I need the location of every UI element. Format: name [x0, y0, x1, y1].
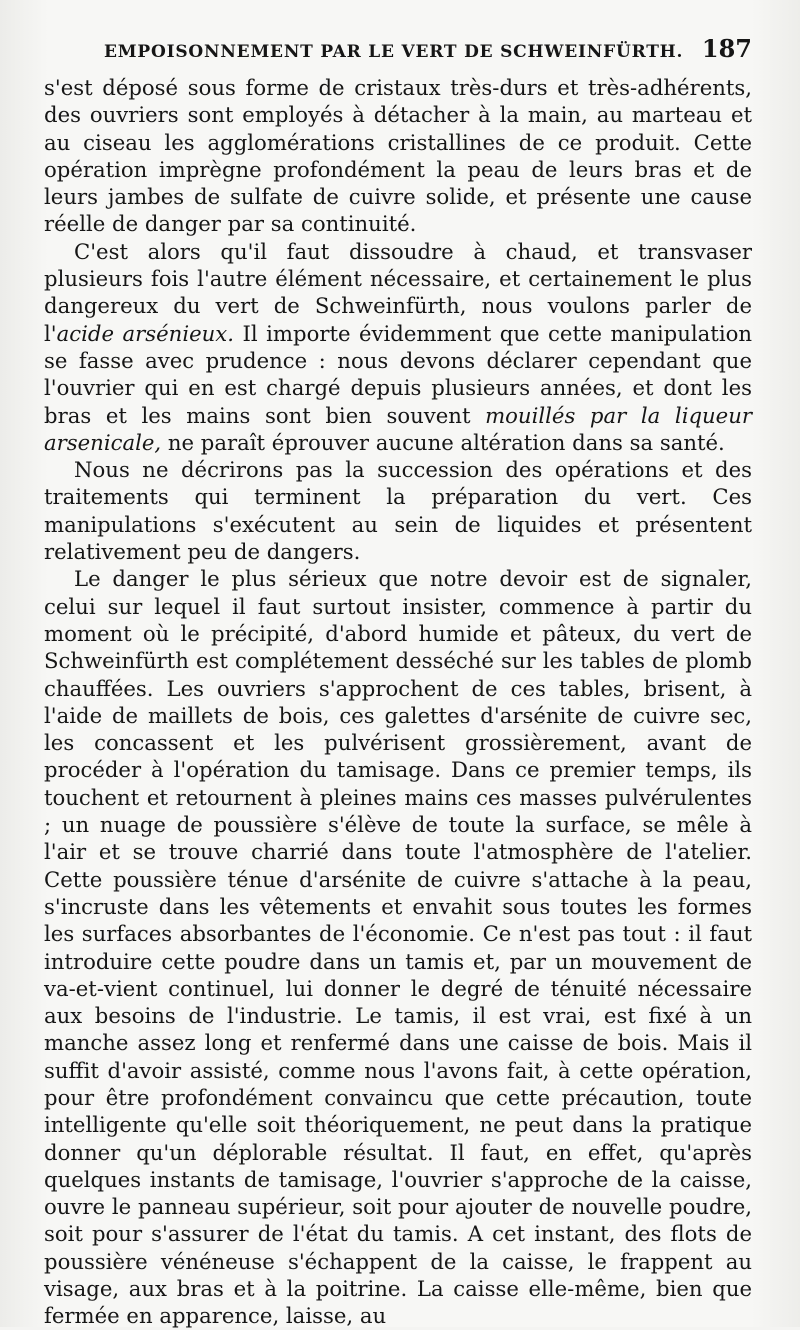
paragraph-1: s'est déposé sous forme de cristaux très-durs et très-adhérents, des ouvriers sont employés à détacher à la main, au marteau et au ciseau les agglomérations cristallines de ce produit. Cette opération imprègne profondément la peau de leurs bras et de leurs jambes de sulfate de cuivre solide, et présente une cause réelle de danger par sa continuité. — [44, 75, 752, 237]
page-number: 187 — [701, 34, 752, 63]
running-header — [104, 34, 752, 74]
paragraph-2-text-c: Il importe évidemment que cette manipulation se fasse avec prudence : nous devons déclarer cependant que l'ouvrier qui en est chargé depuis plusieurs années, et dont les bras et les mains sont bien souvent — [44, 320, 752, 428]
paragraph-2 — [44, 238, 752, 456]
paragraph-2-text-e: ne paraît éprouver aucune altération dans sa santé. — [161, 429, 725, 455]
body-text — [44, 74, 752, 1330]
paragraph-2-italic-phrase: mouillés par la liqueur arsenicale, — [44, 402, 752, 455]
paragraph-2-italic-term: acide arsénieux. — [56, 320, 234, 346]
paragraph-4: Le danger le plus sérieux que notre devoir est de signaler, celui sur lequel il faut surtout insister, commence à partir du moment où le précipité, d'abord humide et pâteux, du vert de Schweinfürth est complétement desséché sur les tables de plomb chauffées. Les ouvriers s'approchent de ces tables, brisent, à l'aide de maillets de bois, ces galettes d'arsénite de cuivre sec, les concassent et les pulvérisent grossièrement, avant de procéder à l'opération du tamisage. Dans ce premier temps, ils touchent et retournent à pleines mains ces masses pulvérulentes ; un nuage de poussière s'élève de toute la surface, se mêle à l'air et se trouve charrié dans toute l'atmosphère de l'atelier. Cette poussière ténue d'arsénite de cuivre s'attache à la peau, s'incruste dans les vêtements et envahit sous toutes les formes les surfaces absorbantes de l'économie. Ce n'est pas tout : il faut introduire cette poudre dans un tamis et, par un mouvement de va-et-vient continuel, lui donner le degré de ténuité nécessaire aux besoins de l'industrie. Le tamis, il est vrai, est fixé à un manche assez long et renfermé dans une caisse de bois. Mais il suffit d'avoir assisté, comme nous l'avons fait, à cette opération, pour être profondément convaincu que cette précaution, toute intelligente qu'elle soit théoriquement, ne peut dans la pratique donner qu'un déplorable résultat. Il faut, en effet, qu'après quelques instants de tamisage, l'ouvrier s'approche de la caisse, ouvre le panneau supérieur, soit pour ajouter de nouvelle poudre, soit pour s'assurer de l'état du tamis. A cet instant, des flots de poussière vénéneuse s'échappent de la caisse, le frappent au visage, aux bras et à la poitrine. La caisse elle-même, bien que fermée en apparence, laisse, au — [44, 566, 752, 1329]
paragraph-2-text-a: C'est alors qu'il faut dissoudre à chaud, et transvaser plusieurs fois l'autre élément nécessaire, et certainement le plus dangereux du vert de Schweinfürth, nous voulons parler de l' — [44, 238, 752, 346]
running-title: EMPOISONNEMENT PAR LE VERT DE SCHWEINFÜRTH. — [104, 42, 684, 62]
paragraph-3: Nous ne décrirons pas la succession des opérations et des traitements qui terminent la préparation du vert. Ces manipulations s'exécutent au sein de liquides et présentent relativement peu de dangers. — [44, 457, 752, 565]
